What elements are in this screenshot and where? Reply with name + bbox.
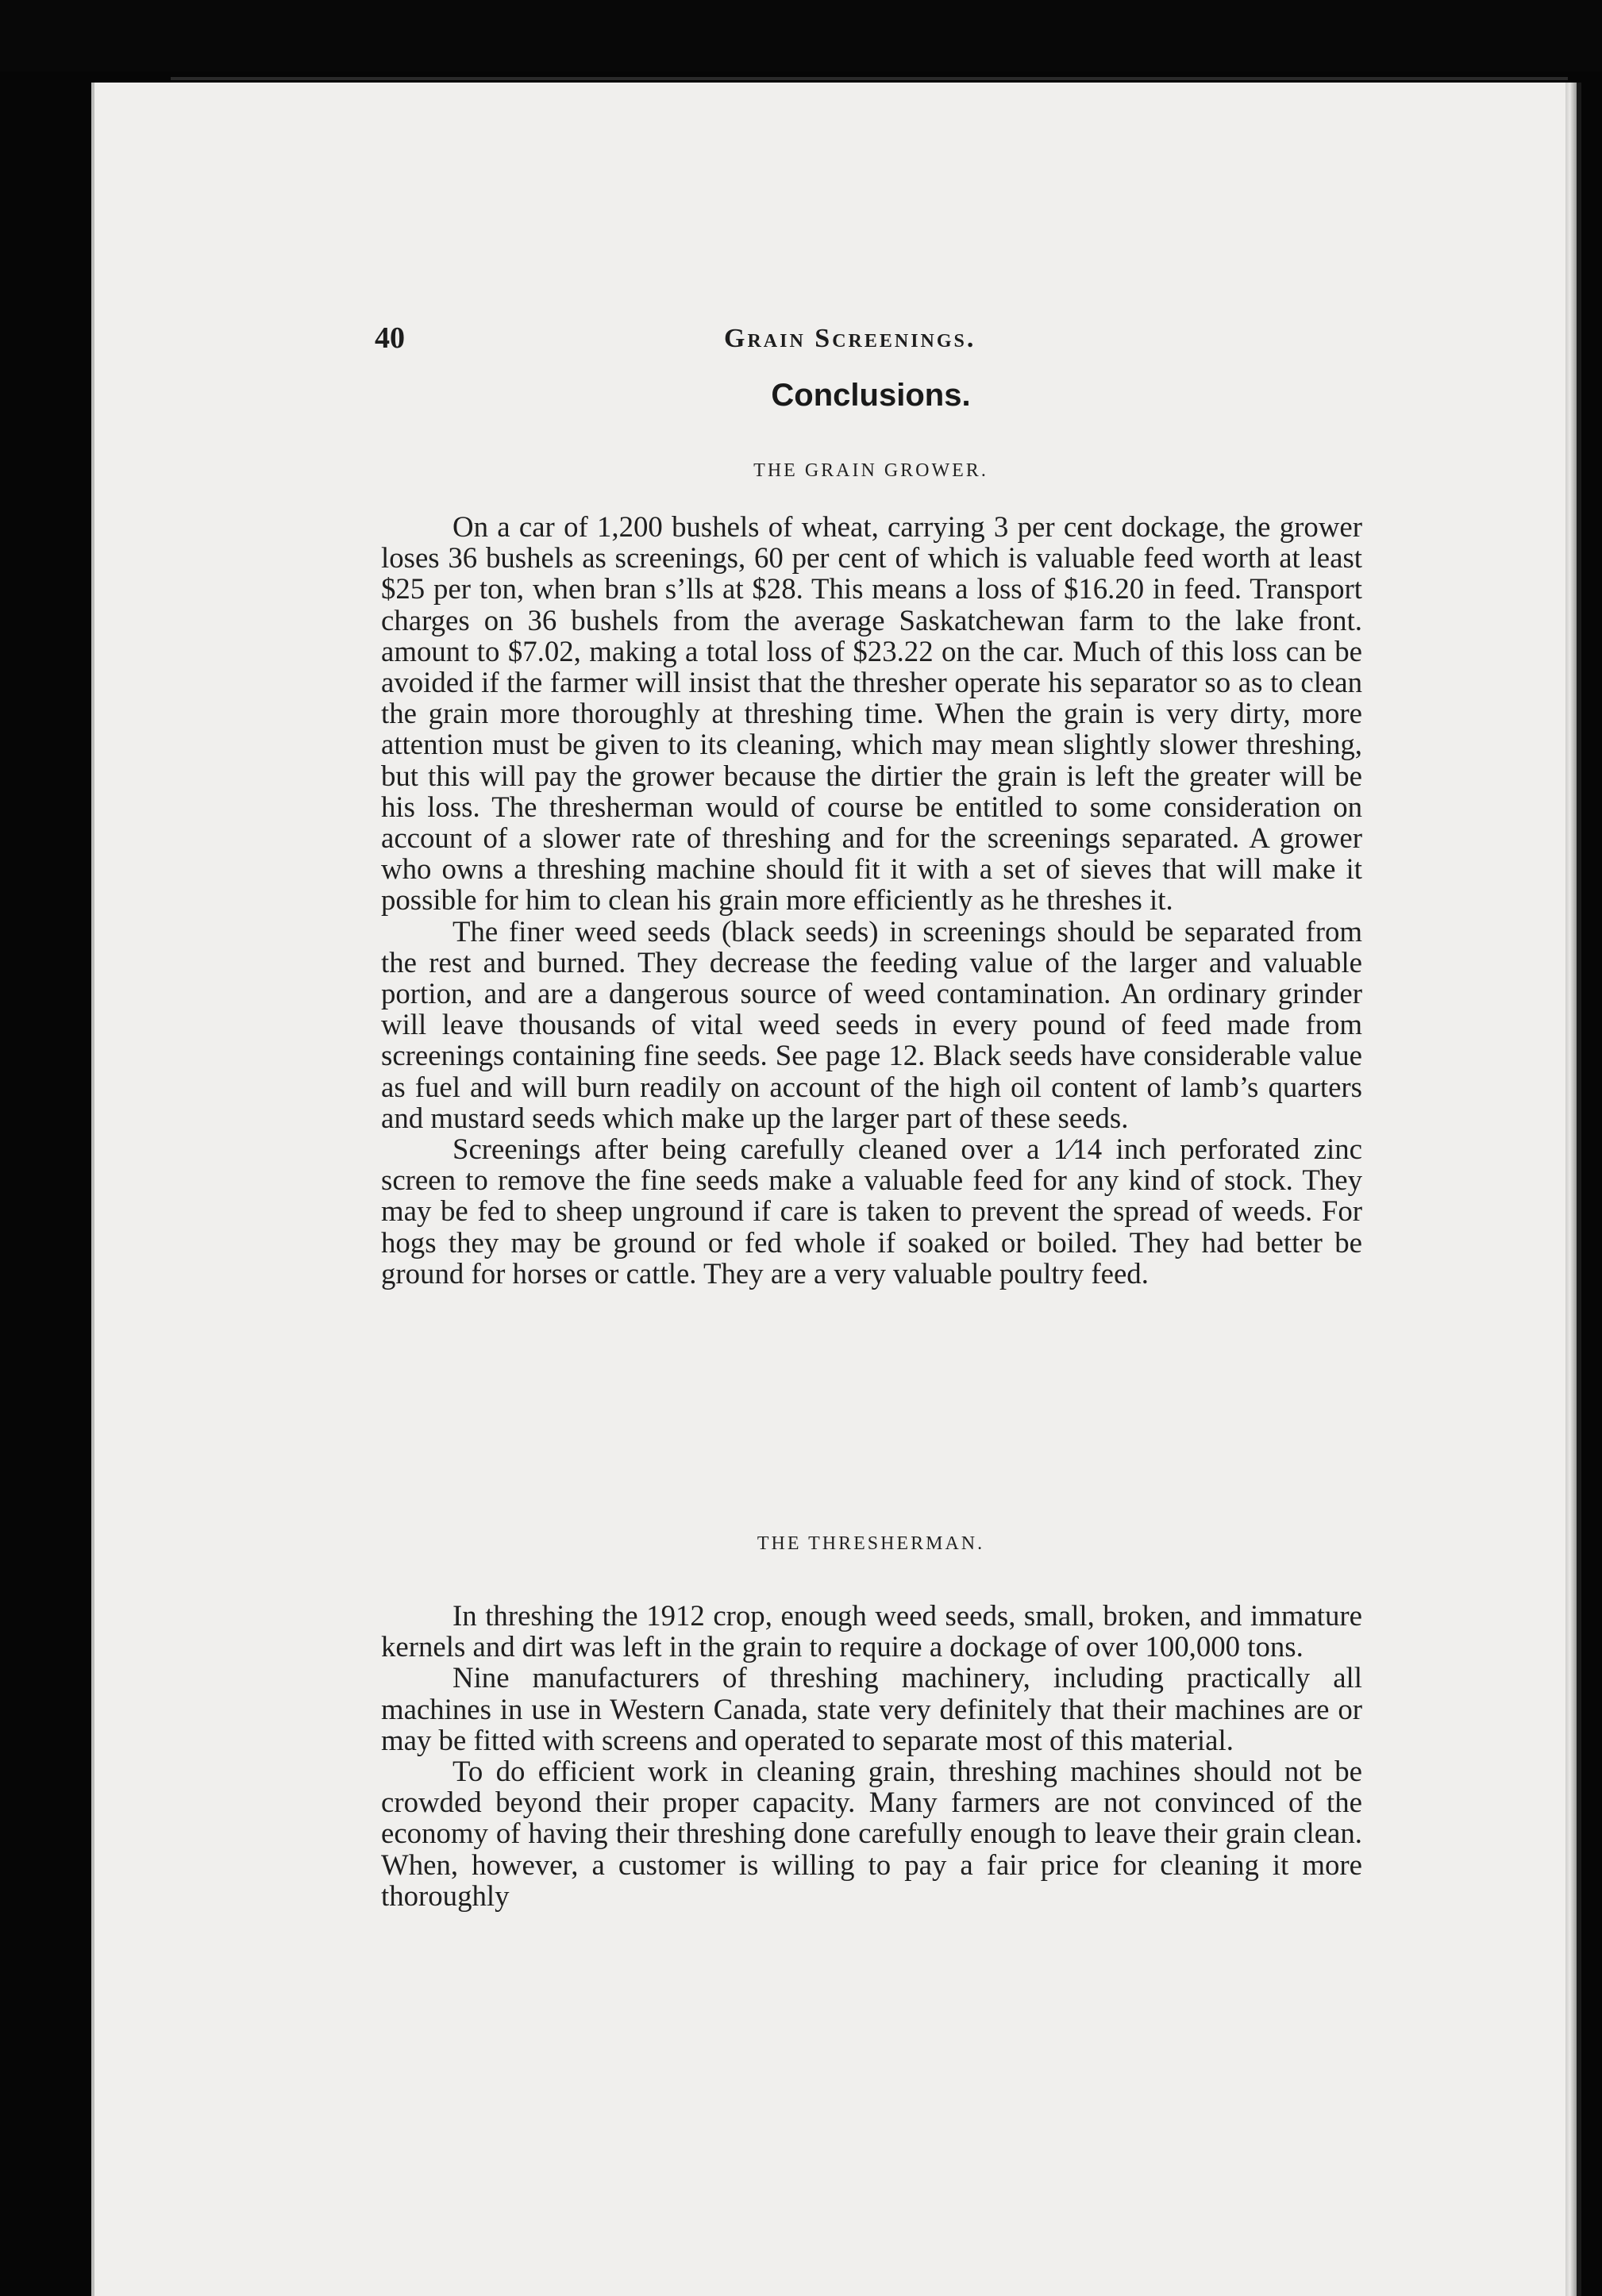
subheading-grain-grower: THE GRAIN GROWER. <box>753 460 988 481</box>
paragraph: Screenings after being carefully cleaned over a 1⁄14 inch perforated zinc screen to remove the fine seeds make a valuable feed for any kind of stock. They may be fed to sheep unground if care is taken to prevent the spread of weeds. For hogs they may be ground or fed whole if soaked or boiled. They had better be ground for horses or cattle. They are a very valuable poultry feed. <box>381 1133 1362 1290</box>
scan-edge-line <box>171 77 1568 80</box>
paragraph: The finer weed seeds (black seeds) in screenings should be separated from the rest and burned. They decrease the feeding value of the larger and valuable portion, and are a dangerous source of weed contamination. An ordinary grinder will leave thousands of vital weed seeds in every pound of feed made from screenings containing fine seeds. See page 12. Black seeds have considerable value as fuel and will burn readily on account of the high oil content of lamb’s quarters and mustard seeds which make up the larger part of these seeds. <box>381 914 1362 1134</box>
paragraph: To do efficient work in cleaning grain, threshing machines should not be crowded beyond their proper capacity. Many farmers are not convinced of the economy of having their threshing done carefully enough to leave their grain clean. When, however, a customer is willing to pay a fair price for cleaning it more thoroughly <box>381 1755 1362 1912</box>
paragraph: In threshing the 1912 crop, enough weed seeds, small, broken, and immature kernels and dirt was left in the grain to require a dockage of over 100,000 tons. <box>381 1599 1362 1663</box>
grain-grower-section <box>381 511 1362 1289</box>
scan-border-top <box>0 0 1602 71</box>
subheading-thresherman: THE THRESHERMAN. <box>757 1533 985 1554</box>
page-number: 40 <box>375 321 405 355</box>
page-edge <box>1565 83 1577 2296</box>
paragraph: On a car of 1,200 bushels of wheat, carrying 3 per cent dockage, the grower loses 36 bushels as screenings, 60 per cent of which is valuable feed worth at least $25 per ton, when bran s’lls at $28. This means a loss of $16.20 in feed. Transport charges on 36 bushels from the average Saskatchewan farm to the lake front. amount to $7.02, making a total loss of $23.22 on the car. Much of this loss can be avoided if the farmer will insist that the thresher operate his separator so as to clean the grain more thoroughly at threshing time. When the grain is very dirty, more attention must be given to its cleaning, which may mean slightly slower threshing, but this will pay the grower because the dirtier the grain is left the greater will be his loss. The thresherman would of course be entitled to some consideration on account of a slower rate of threshing and for the screenings separated. A grower who owns a threshing machine should fit it with a set of sieves that will make it possible for him to clean his grain more efficiently as he threshes it. <box>381 510 1362 917</box>
paragraph: Nine manufacturers of threshing machinery, including practically all machines in use in Western Canada, state very definitely that their machines are or may be fitted with screens and operated to separate most of this material. <box>381 1661 1362 1756</box>
page-header <box>375 321 1367 360</box>
thresherman-section <box>381 1600 1362 1911</box>
page-edge-shadow <box>1577 83 1581 2296</box>
section-title: Conclusions. <box>771 378 971 413</box>
running-head: Grain Screenings. <box>724 324 976 353</box>
